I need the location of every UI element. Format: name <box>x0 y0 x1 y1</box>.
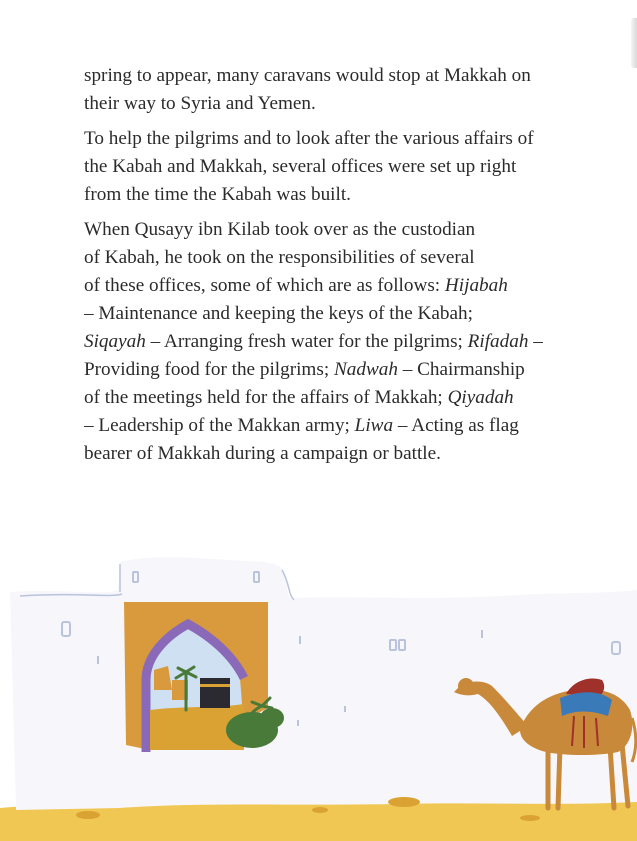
paragraph <box>84 216 604 468</box>
page-edge <box>631 18 637 68</box>
kabah <box>200 678 230 708</box>
text-run: – Leadership of the Makkan army; <box>84 415 355 436</box>
text-run: the Kabah and Makkah, several offices were set up right <box>84 156 517 177</box>
text-run: – Maintenance and keeping the keys of the Kabah; <box>84 303 473 324</box>
text-run: spring to appear, many caravans would stop at Makkah on <box>84 65 531 86</box>
text-run: To help the pilgrims and to look after the various affairs of <box>84 128 534 149</box>
text-run: from the time the Kabah was built. <box>84 184 351 205</box>
text-run: – Arranging fresh water for the pilgrims; <box>145 331 468 352</box>
illustration <box>0 540 637 841</box>
text-run: bearer of Makkah during a campaign or battle. <box>84 443 441 464</box>
paragraph <box>84 62 604 118</box>
text-run: Providing food for the pilgrims; <box>84 359 334 380</box>
italic-term: Liwa <box>354 415 394 436</box>
paragraph <box>84 125 604 209</box>
text-run: – Acting as flag <box>393 415 519 436</box>
body-text <box>84 62 604 475</box>
text-run: When Qusayy ibn Kilab took over as the custodian <box>84 219 476 240</box>
text-run: of the meetings held for the affairs of Makkah; <box>84 387 448 408</box>
text-run: – Chairmanship <box>397 359 525 380</box>
text-run: of these offices, some of which are as follows: <box>84 275 445 296</box>
italic-term: Qiyadah <box>447 387 514 408</box>
kabah-band <box>200 684 230 687</box>
text-run: – <box>528 331 543 352</box>
italic-term: Rifadah <box>467 331 529 352</box>
italic-term: Hijabah <box>444 275 508 296</box>
text-run: of Kabah, he took on the responsibilities of several <box>84 247 475 268</box>
italic-term: Siqayah <box>84 331 146 352</box>
italic-term: Nadwah <box>333 359 398 380</box>
text-run: their way to Syria and Yemen. <box>84 93 316 114</box>
